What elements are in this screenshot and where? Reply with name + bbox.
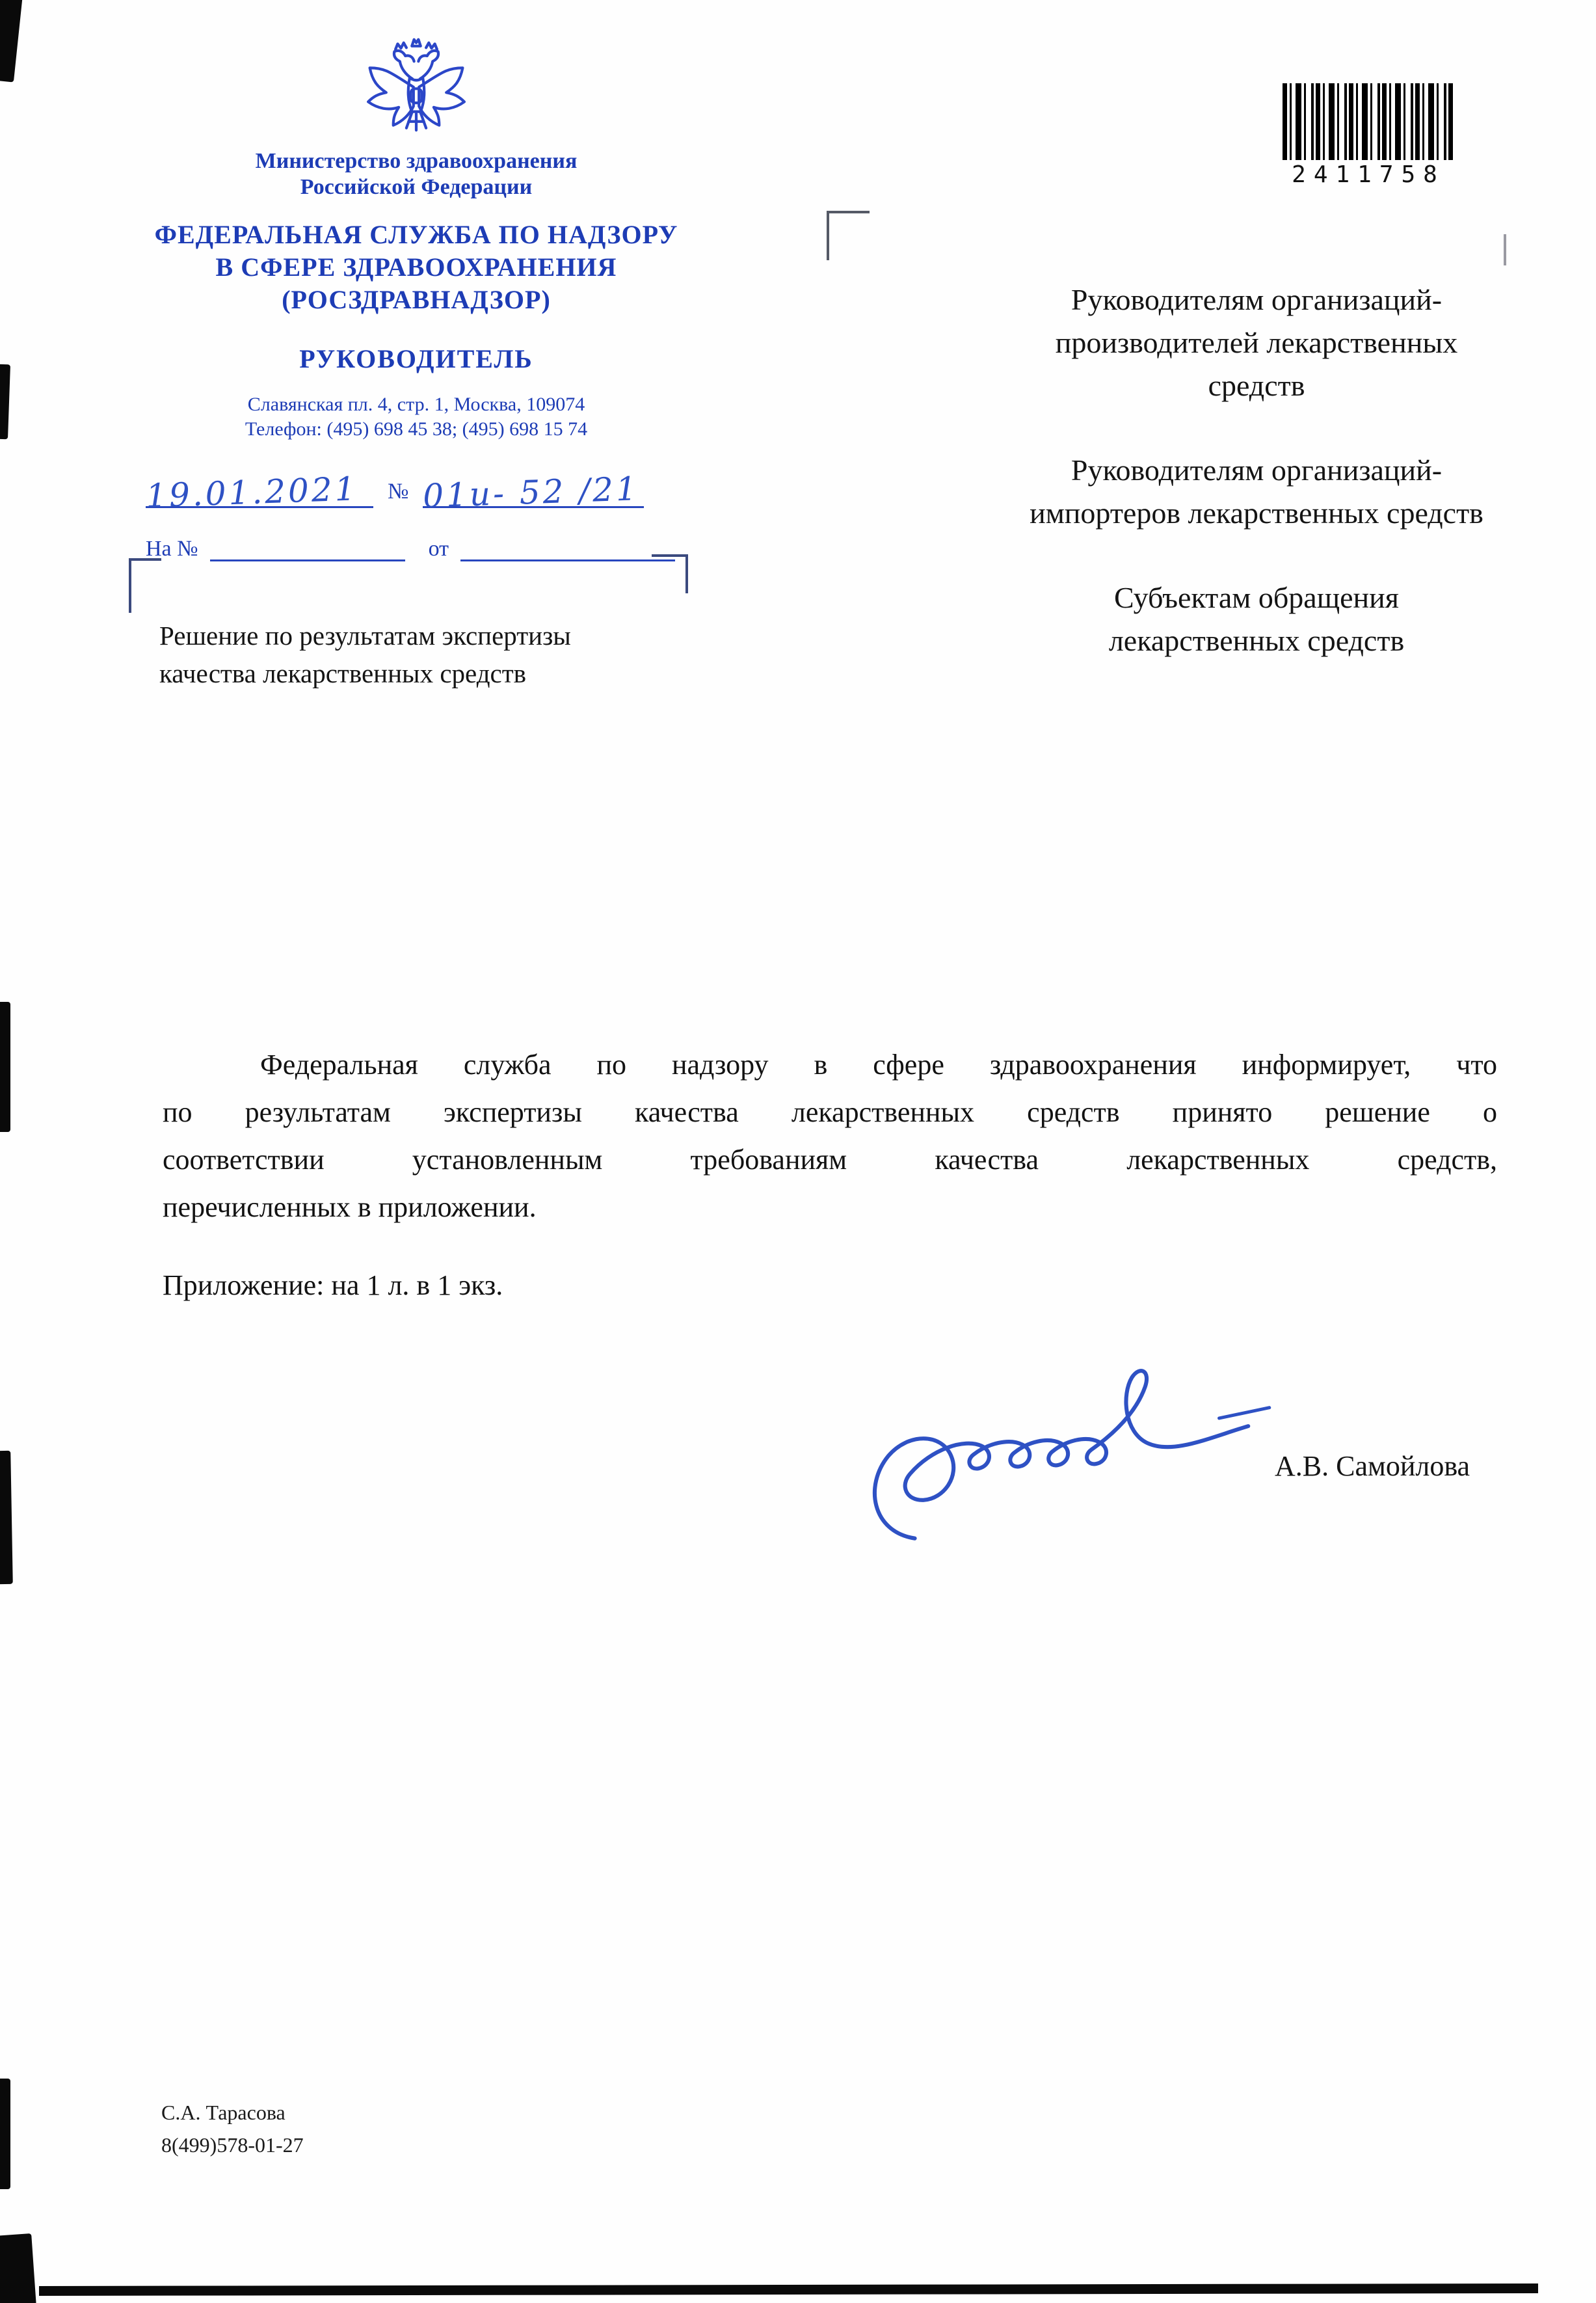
barcode-bars (1283, 83, 1454, 160)
subject-line: Решение по результатам экспертизы (159, 621, 571, 651)
ministry-name-line2: Российской Федерации (300, 175, 533, 199)
handwritten-number: 01и- 52 /21 (422, 470, 641, 515)
position-title: РУКОВОДИТЕЛЬ (299, 344, 533, 373)
barcode-number: 2411758 (1292, 161, 1445, 188)
coat-of-arms-icon (362, 34, 471, 146)
address-zone-corner-mark (827, 211, 870, 260)
addressee-line: импортеров лекарственных средств (1030, 496, 1483, 530)
addressee-block (964, 278, 1549, 407)
body-line: по результатам экспертизы качества лекарственных средств принято решение о (163, 1096, 1497, 1128)
addressee-line: производителей лекарственных (1055, 326, 1458, 359)
letter-subject (159, 617, 693, 692)
scan-artifact (39, 2283, 1538, 2296)
executor-block (161, 2096, 304, 2161)
scan-artifact (0, 1451, 13, 1584)
executor-name: С.А. Тарасова (161, 2101, 286, 2124)
addressee-line: лекарственных средств (1108, 624, 1405, 657)
letterhead (130, 34, 702, 561)
org-address: Славянская пл. 4, стр. 1, Москва, 109074 (247, 394, 585, 415)
signatory-name: А.В. Самойлова (1275, 1450, 1470, 1482)
scan-artifact (0, 0, 23, 83)
executor-phone: 8(499)578-01-27 (161, 2133, 304, 2157)
letter-body (163, 1041, 1497, 1231)
body-line: соответствии установленным требованиям качества лекарственных средств, (163, 1144, 1497, 1176)
addressee-line: Руководителям организаций- (1071, 453, 1443, 487)
reference-row (146, 530, 702, 561)
addressee-list (964, 278, 1549, 704)
addressee-line: Субъектам обращения (1114, 581, 1399, 614)
scan-artifact (0, 1002, 10, 1132)
body-line: Федеральная служба по надзору в сфере здравоохранения информирует, что (260, 1049, 1497, 1081)
addressee-block (964, 576, 1549, 662)
addressee-block (964, 449, 1549, 535)
stamp-zone-corner-right (652, 554, 688, 593)
service-name-line1: ФЕДЕРАЛЬНАЯ СЛУЖБА ПО НАДЗОРУ (154, 220, 678, 249)
addressee-line: Руководителям организаций- (1071, 283, 1443, 316)
subject-line: качества лекарственных средств (159, 658, 527, 688)
service-name-line2: В СФЕРЕ ЗДРАВООХРАНЕНИЯ (215, 252, 617, 282)
handwritten-date: 19.01.2021 (145, 470, 359, 515)
number-field (422, 470, 644, 515)
addressee-line: средств (1208, 369, 1305, 402)
body-line: перечисленных в приложении. (163, 1191, 537, 1223)
ref-ot-blank (460, 533, 675, 561)
signature-flourish (852, 1334, 1275, 1552)
service-name-line3: (РОСЗДРАВНАДЗОР) (282, 285, 551, 314)
date-number-row (145, 461, 702, 515)
scan-artifact (0, 364, 10, 440)
stamp-zone-corner-left (129, 558, 161, 613)
attachment-note: Приложение: на 1 л. в 1 экз. (163, 1269, 503, 1301)
ref-na-blank (210, 533, 405, 561)
org-phone: Телефон: (495) 698 45 38; (495) 698 15 74 (245, 418, 588, 440)
ministry-name-line1: Министерство здравоохранения (255, 149, 578, 173)
scan-artifact (0, 2233, 36, 2303)
barcode (1283, 83, 1454, 188)
date-field (145, 470, 373, 515)
ref-ot-label: от (428, 537, 449, 561)
scan-artifact (0, 2079, 10, 2189)
ref-na-label: На № (146, 537, 198, 561)
edge-tick-mark (1504, 234, 1506, 265)
number-sign: № (388, 479, 409, 504)
